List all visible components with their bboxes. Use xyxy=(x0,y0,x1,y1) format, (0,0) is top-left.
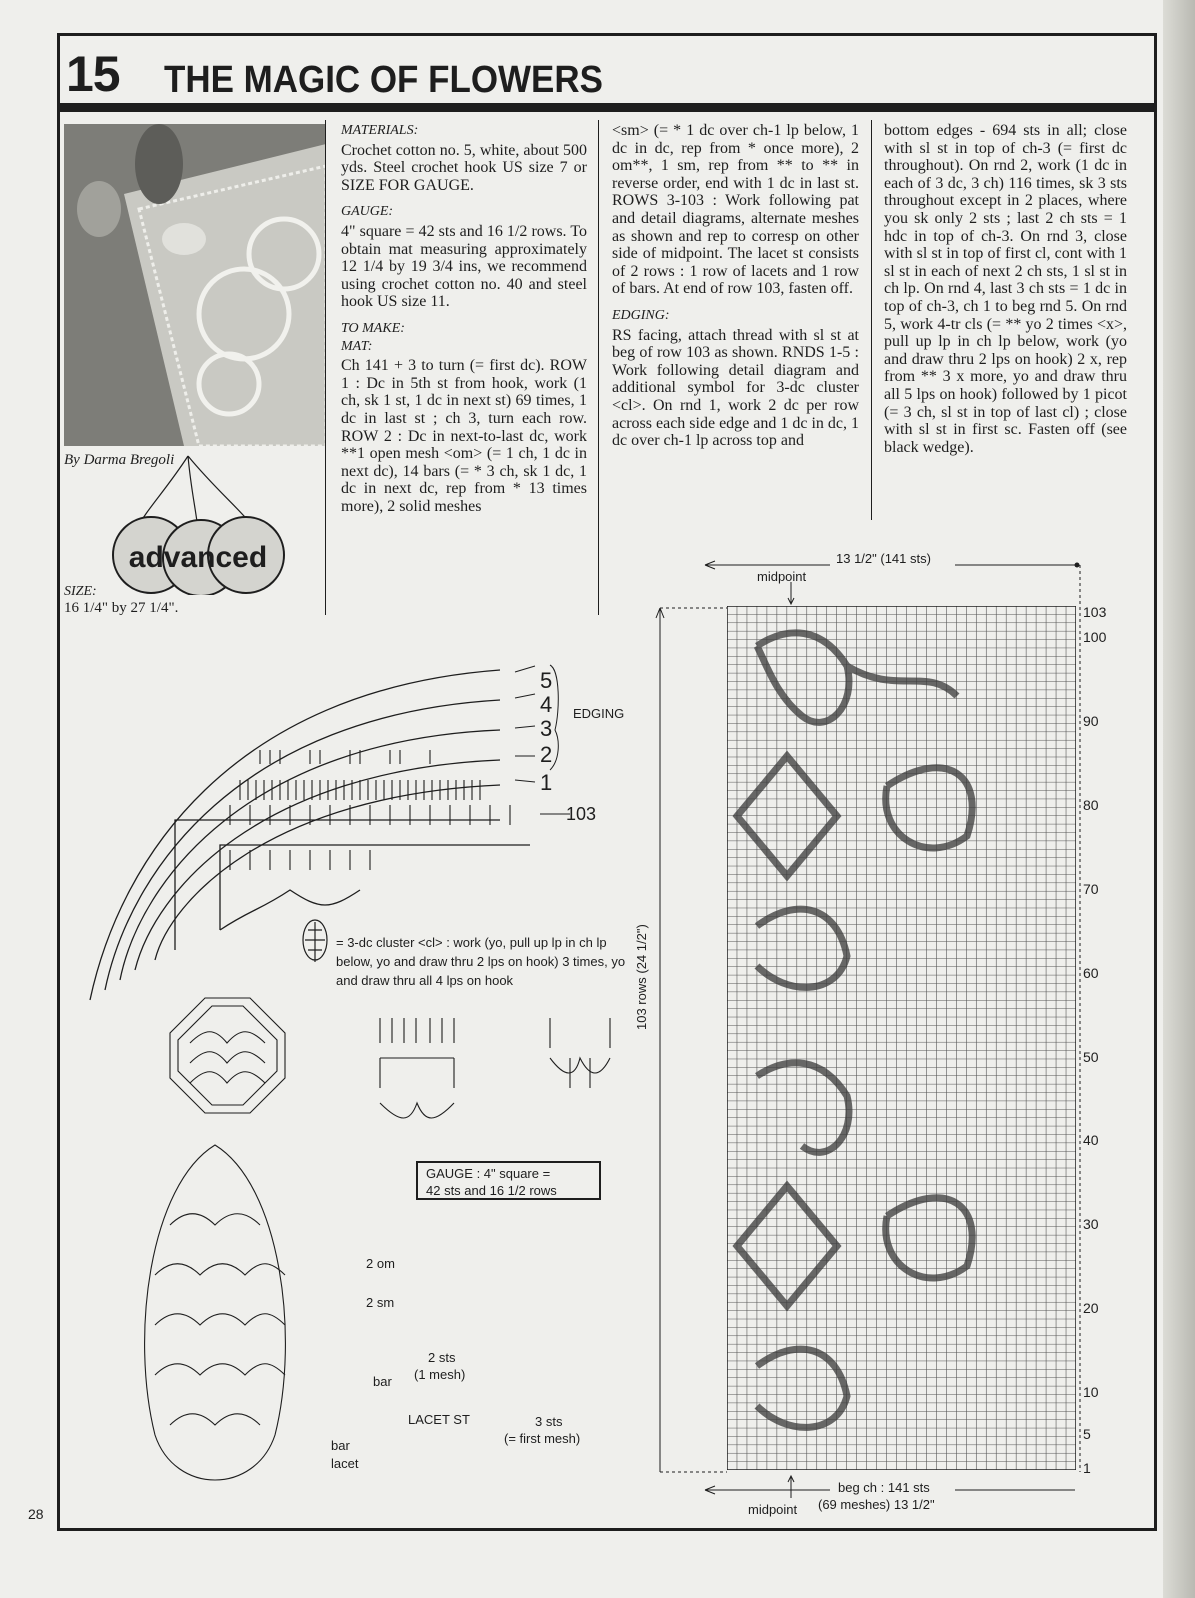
midpoint-bottom-label: midpoint xyxy=(748,1502,798,1517)
gauge-text: 4" square = 42 sts and 16 1/2 rows. To obtain mat measuring approximately 12 1/4 by 19 3/4 ins, we recommend using crochet cotton no. 40 and steel hook US size 11. xyxy=(341,222,587,311)
materials-text: Crochet cotton no. 5, white, about 500 yds. Steel crochet hook US size 7 or SIZE FOR GAUGE. xyxy=(341,141,587,194)
row-label: 100 xyxy=(1083,629,1107,646)
legend-2om: 2 om xyxy=(366,1256,395,1271)
row-label: 10 xyxy=(1083,1384,1099,1401)
legend-3sts: 3 sts xyxy=(535,1414,563,1429)
round-1-label: 1 xyxy=(540,770,553,795)
chart-width-label: 13 1/2" (141 sts) xyxy=(836,551,931,566)
text-column-1 xyxy=(341,122,587,524)
doily-photo-drawing xyxy=(64,124,326,446)
row-label: 103 xyxy=(1083,604,1107,620)
text-column-2 xyxy=(612,122,859,459)
mat-instructions: Ch 141 + 3 to turn (= first dc). ROW 1 : Dc in 5th st from hook, work (1 ch, sk 1 st, 1 dc in next st) 69 times, 1 dc in last st ; ch 3, turn each row. ROW 2 : Dc in next-to-last dc, work **1 open mesh <om> (= 1 ch, 1 dc in next dc), 14 bars (= * 3 ch, sk 1 dc, 1 dc in next dc, rep from * 13 times more), 2 solid meshes xyxy=(341,357,587,515)
size-label: SIZE: xyxy=(64,584,97,599)
column-rule-3 xyxy=(871,120,872,520)
legend-1mesh: (1 mesh) xyxy=(414,1367,466,1382)
legend-2sm: 2 sm xyxy=(366,1295,395,1310)
materials-label: MATERIALS: xyxy=(341,123,419,138)
gauge-label: GAUGE: xyxy=(341,204,394,220)
row-label: 60 xyxy=(1083,964,1099,981)
column-rule-1 xyxy=(325,120,326,615)
size-value: 16 1/4" by 27 1/4". xyxy=(64,600,179,616)
byline: By Darma Bregoli xyxy=(64,452,175,468)
cherry-badge-icon xyxy=(106,450,291,595)
mat-label: MAT: xyxy=(341,338,373,354)
legend-lacet-st: LACET ST xyxy=(408,1412,470,1427)
gauge-box xyxy=(416,1161,601,1200)
chart-annotations xyxy=(655,540,1095,1515)
row-label: 40 xyxy=(1083,1132,1099,1149)
meshes-label: (69 meshes) 13 1/2" xyxy=(818,1497,935,1512)
difficulty-badge xyxy=(106,450,291,595)
row-label: 1 xyxy=(1083,1459,1091,1476)
gauge-box-line-1: GAUGE : 4" square = xyxy=(426,1166,551,1181)
round-2-label: 2 xyxy=(540,742,553,767)
title-rule xyxy=(60,103,1155,112)
edging-label: EDGING: xyxy=(612,307,670,323)
legend-bar: bar xyxy=(373,1374,392,1389)
row-label: 20 xyxy=(1083,1300,1099,1317)
column-rule-2 xyxy=(598,120,599,615)
legend-2sts: 2 sts xyxy=(428,1350,456,1365)
round-5-label: 5 xyxy=(540,668,553,693)
pattern-number: 15 xyxy=(66,46,120,102)
gauge-box-line-2: 42 sts and 16 1/2 rows xyxy=(426,1183,557,1198)
doily-photo xyxy=(64,124,326,446)
edging-label-diagram: EDGING xyxy=(573,706,625,721)
chart-height-label: 103 rows (24 1/2") xyxy=(634,924,649,1030)
round-3-label: 3 xyxy=(540,716,553,741)
cluster-icon xyxy=(303,920,327,962)
row-label: 50 xyxy=(1083,1048,1099,1065)
row-label: 70 xyxy=(1083,880,1099,897)
round-4-label: 4 xyxy=(540,692,553,717)
legend-bar-2: bar xyxy=(331,1438,350,1453)
beg-ch-label: beg ch : 141 sts xyxy=(838,1480,930,1495)
title-row xyxy=(62,45,1152,103)
bar-lacet-diagram xyxy=(380,1018,610,1118)
row-label: 80 xyxy=(1083,796,1099,813)
edging-instructions: RS facing, attach thread with sl st at beg of row 103 as shown. RNDS 1-5 : Work following detail diagram and additional symbol for 3-dc cluster <cl>. On rnd 1, work 2 dc per row across each side edge and 1 dc in dc, 1 dc over ch-1 lp across top and xyxy=(612,326,860,450)
oval-motif xyxy=(145,1145,286,1480)
to-make-label: TO MAKE: xyxy=(341,320,405,336)
legend-first-mesh: (= first mesh) xyxy=(504,1431,581,1446)
square-motif xyxy=(170,998,285,1113)
badge-text: advanced xyxy=(128,541,268,574)
page-title: THE MAGIC OF FLOWERS xyxy=(164,59,603,101)
legend-lacet: lacet xyxy=(331,1456,359,1471)
stitch-diagrams xyxy=(60,630,620,1510)
edging-continued: bottom edges - 694 sts in all; close with sl st in top of ch-3 (= first dc throughout). On rnd 2, work (1 dc in each of 3 dc, 3 ch) 116 times, sk 3 sts throughout except in 2 places, where you sk only 2 sts ; last 2 ch sts = 1 hdc in top of ch-3. On rnd 3, close with sl st in top of first cl, cont with 1 sl st in each of next 2 ch sts, 1 sl st in ch lp. On rnd 4, last 3 ch sts = 1 dc in top of ch-3, ch 1 to beg rnd 5. On rnd 5, work 4-tr cls (= ** yo 2 times <x>, pull up lp in ch lp below, work (yo and draw thru 2 lps on hook) 2 x, rep from ** 3 x more, yo and draw thru all 5 lps on hook) followed by 1 picot (= 3 ch, sl st in top of last cl) ; close with sl st in first sc. Fasten off (see black wedge). xyxy=(884,122,1127,456)
rows-instructions: <sm> (= * 1 dc over ch-1 lp below, 1 dc in dc, rep from * once more), 2 om**, 1 sm, rep from ** to ** in reverse order, end with 1 dc in last st. ROWS 3-103 : Work following pat and detail diagrams, alternate meshes as shown and rep to corresp on other side of midpoint. The lacet st consists of 2 rows : 1 row of lacets and 1 row of bars. At end of row 103, fasten off. xyxy=(612,122,859,298)
midpoint-top-label: midpoint xyxy=(757,569,807,584)
text-column-3 xyxy=(884,122,1127,465)
page-edge xyxy=(1163,0,1195,1598)
row-label: 5 xyxy=(1083,1426,1091,1443)
page-number: 28 xyxy=(28,1506,44,1522)
row-label: 30 xyxy=(1083,1216,1099,1233)
cluster-note: = 3-dc cluster <cl> : work (yo, pull up lp in ch lp below, yo and draw thru 2 lps on hook) 3 times, yo and draw thru all 4 lps on hook xyxy=(336,935,626,988)
row-103-label: 103 xyxy=(566,804,597,824)
row-label: 90 xyxy=(1083,713,1099,730)
